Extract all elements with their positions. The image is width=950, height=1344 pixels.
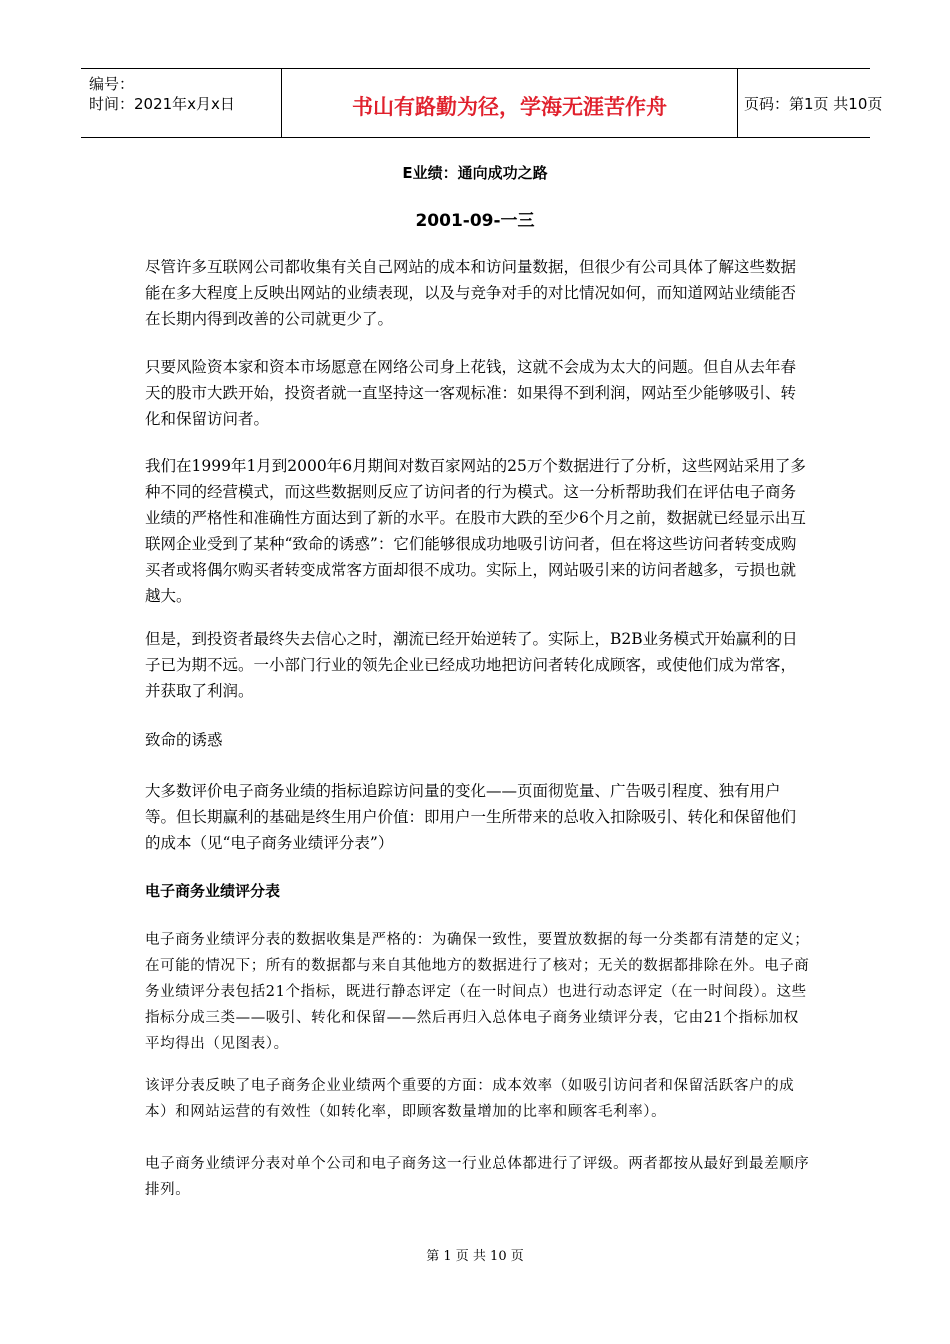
paragraph-2: 只要风险资本家和资本市场愿意在网络公司身上花钱，这就不会成为太大的问题。但自从去年春天的股市大跌开始，投资者就一直坚持这一客观标准：如果得不到利润，网站至少能够吸引、转化和保留访问者。 [145, 358, 797, 428]
section-heading: 电子商务业绩评分表 [145, 882, 281, 900]
header-motto-cell [281, 69, 738, 137]
header-page-cell [738, 69, 883, 137]
header-page-number: 页码：第1页 共10页 [744, 95, 883, 113]
paragraph-3: 我们在1999年1月到2000年6月期间对数百家网站的25万个数据进行了分析，这些网站采用了多种不同的经营模式，而这些数据则反应了访问者的行为模式。这一分析帮助我们在评估电子商务业绩的严格性和准确性方面达到了新的水平。在股市大跌的至少6个月之前，数据就已经显示出互联网企业受到了某种“致命的诱惑”：它们能够很成功地吸引访问者，但在将这些访问者转变成购买者或将偶尔购买者转变成常客方面却很不成功。实际上，网站吸引来的访问者越多，亏损也就越大。 [145, 457, 806, 605]
header-info-cell [81, 69, 280, 137]
paragraph-subheading: 致命的诱惑 [145, 731, 223, 749]
document-time-label: 时间：2021年x月x日 [89, 95, 235, 113]
article-date: 2001-09-一三 [415, 211, 535, 231]
header-table [81, 68, 883, 138]
page-footer: 第 1 页 共 10 页 [426, 1249, 524, 1264]
header-motto: 书山有路勤为径，学海无涯苦作舟 [352, 95, 667, 119]
article-title: E业绩：通向成功之路 [402, 164, 548, 182]
section-paragraph-3: 电子商务业绩评分表对单个公司和电子商务这一行业总体都进行了评级。两者都按从最好到最差顺序排列。 [145, 1156, 810, 1198]
paragraph-5: 大多数评价电子商务业绩的指标追踪访问量的变化——页面彻览量、广告吸引程度、独有用户等。但长期赢利的基础是终生用户价值：即用户一生所带来的总收入扣除吸引、转化和保留他们的成本（见“电子商务业绩评分表”） [145, 782, 797, 852]
section-paragraph-1: 电子商务业绩评分表的数据收集是严格的：为确保一致性，要置放数据的每一分类都有清楚的定义；在可能的情况下；所有的数据都与来自其他地方的数据进行了核对；无关的数据都排除在外。电子商务业绩评分表包括21个指标，既进行静态评定（在一时间点）也进行动态评定（在一时间段）。这些指标分成三类——吸引、转化和保留——然后再归入总体电子商务业绩评分表，它由21个指标加权平均得出（见图表）。 [145, 932, 810, 1052]
section-paragraph-2: 该评分表反映了电子商务企业业绩两个重要的方面：成本效率（如吸引访问者和保留活跃客户的成本）和网站运营的有效性（如转化率，即顾客数量增加的比率和顾客毛利率）。 [145, 1078, 795, 1120]
paragraph-1: 尽管许多互联网公司都收集有关自己网站的成本和访问量数据，但很少有公司具体了解这些数据能在多大程度上反映出网站的业绩表现，以及与竞争对手的对比情况如何，而知道网站业绩能否在长期内得到改善的公司就更少了。 [145, 258, 797, 328]
document-number-label: 编号： [89, 75, 135, 93]
paragraph-4: 但是，到投资者最终失去信心之时，潮流已经开始逆转了。实际上，B2B业务模式开始赢利的日子已为期不远。一小部门行业的领先企业已经成功地把访问者转化成顾客，或使他们成为常客，并获取了利润。 [145, 630, 798, 700]
